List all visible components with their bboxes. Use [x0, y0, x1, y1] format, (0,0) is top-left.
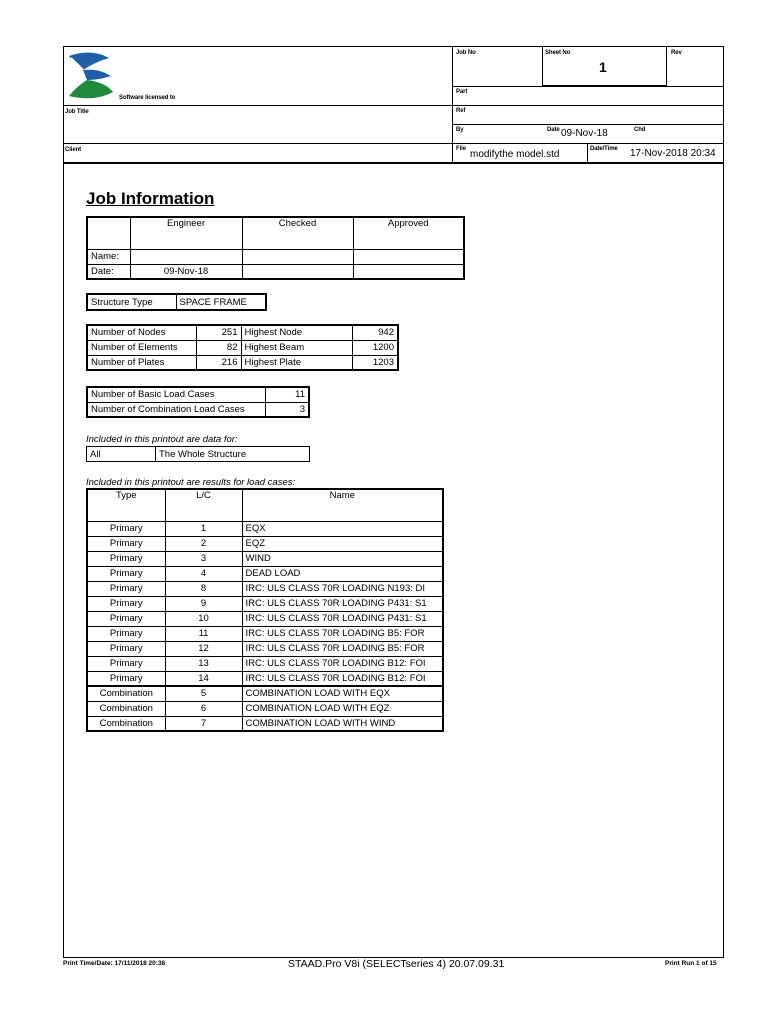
cell-lc: 9 — [165, 596, 242, 611]
date-row-label: Date: — [87, 264, 130, 279]
cell-type: Primary — [87, 521, 165, 536]
datetime-label: Date/Time — [590, 146, 618, 152]
cell-lc: 2 — [165, 536, 242, 551]
cell-name: DEAD LOAD — [242, 566, 443, 581]
licensed-label: Software licensed to — [119, 95, 176, 101]
part-label: Part — [456, 89, 468, 95]
table-row — [87, 716, 443, 731]
results-note: Included in this printout are results for load cases: — [86, 477, 296, 488]
file-label: File — [456, 146, 466, 152]
table-row — [87, 521, 443, 536]
counts-table — [86, 324, 399, 371]
cell-name: IRC: ULS CLASS 70R LOADING P431: S1 — [242, 611, 443, 626]
cell-lc: 12 — [165, 641, 242, 656]
cell-name: IRC: ULS CLASS 70R LOADING N193: DI — [242, 581, 443, 596]
cell-type: Primary — [87, 581, 165, 596]
cell-type: Combination — [87, 686, 165, 701]
cell-name: EQX — [242, 521, 443, 536]
table-row: Number of Basic Load Cases 11 — [87, 387, 309, 402]
rev-label: Rev — [671, 50, 682, 56]
cell-type: Primary — [87, 536, 165, 551]
table-row: Number of Plates 216 Highest Plate 1203 — [87, 355, 398, 370]
cell-lc: 6 — [165, 701, 242, 716]
footer-print-time: Print Time/Date: 17/11/2018 20:38 — [63, 960, 166, 967]
cell-name: IRC: ULS CLASS 70R LOADING B12: FOI — [242, 656, 443, 671]
table-row — [87, 611, 443, 626]
corner-cell — [87, 217, 130, 249]
cell-type: Primary — [87, 626, 165, 641]
printout-all: All — [87, 447, 156, 462]
cell-lc: 7 — [165, 716, 242, 731]
cell-lc: 5 — [165, 686, 242, 701]
ref-label: Ref — [456, 108, 466, 114]
table-row — [87, 596, 443, 611]
title-block — [63, 46, 724, 163]
footer-version: STAAD.Pro V8i (SELECTseries 4) 20.07.09.31 — [288, 958, 505, 970]
table-row — [87, 671, 443, 686]
results-table — [86, 488, 444, 732]
table-row — [87, 551, 443, 566]
cell-name: IRC: ULS CLASS 70R LOADING B12: FOI — [242, 671, 443, 686]
col-engineer: Engineer — [130, 217, 242, 249]
cell-lc: 4 — [165, 566, 242, 581]
cell-type: Primary — [87, 656, 165, 671]
cell-name: WIND — [242, 551, 443, 566]
cell-type: Primary — [87, 611, 165, 626]
table-row — [87, 626, 443, 641]
cell-lc: 1 — [165, 521, 242, 536]
cell-lc: 11 — [165, 626, 242, 641]
printout-table — [86, 446, 310, 462]
cell-lc: 10 — [165, 611, 242, 626]
col-lc: L/C — [165, 489, 242, 521]
sheet-no-label: Sheet No — [545, 50, 571, 56]
job-info-table — [86, 216, 465, 280]
cell-lc: 3 — [165, 551, 242, 566]
footer-print-run: Print Run 1 of 15 — [665, 960, 717, 967]
structure-type-value: SPACE FRAME — [176, 294, 266, 310]
date-value: 09-Nov-18 — [561, 128, 608, 139]
table-row — [87, 566, 443, 581]
cell-name: IRC: ULS CLASS 70R LOADING B5: FOR — [242, 641, 443, 656]
cell-type: Combination — [87, 716, 165, 731]
table-row: Number of Elements 82 Highest Beam 1200 — [87, 340, 398, 355]
job-title-label: Job Title — [65, 109, 89, 115]
table-row — [87, 701, 443, 716]
cell-name: IRC: ULS CLASS 70R LOADING B5: FOR — [242, 626, 443, 641]
col-type: Type — [87, 489, 165, 521]
col-approved: Approved — [353, 217, 464, 249]
name-label: Name: — [87, 249, 130, 264]
cell-name: COMBINATION LOAD WITH EQX — [242, 686, 443, 701]
sheet-no-value: 1 — [599, 59, 607, 75]
client-label: Client — [65, 147, 82, 153]
table-row — [87, 641, 443, 656]
printout-structure: The Whole Structure — [156, 447, 310, 462]
cell-type: Primary — [87, 566, 165, 581]
table-row: Number of Nodes 251 Highest Node 942 — [87, 325, 398, 340]
cell-name: EQZ — [242, 536, 443, 551]
cell-name: COMBINATION LOAD WITH EQZ — [242, 701, 443, 716]
cell-lc: 8 — [165, 581, 242, 596]
cell-name: IRC: ULS CLASS 70R LOADING P431: S1 — [242, 596, 443, 611]
cell-type: Primary — [87, 671, 165, 686]
load-counts-table — [86, 386, 310, 418]
printout-note: Included in this printout are data for: — [86, 434, 238, 445]
cell-type: Primary — [87, 551, 165, 566]
cell-type: Primary — [87, 596, 165, 611]
date-label: Date — [547, 127, 560, 133]
datetime-value: 17-Nov-2018 20:34 — [630, 148, 716, 159]
col-checked: Checked — [242, 217, 353, 249]
file-value: modifythe model.std — [470, 149, 560, 160]
engineer-date: 09-Nov-18 — [130, 264, 242, 279]
structure-type-label: Structure Type — [87, 294, 176, 310]
bentley-logo — [65, 50, 117, 100]
table-row — [87, 656, 443, 671]
table-row — [87, 536, 443, 551]
cell-type: Combination — [87, 701, 165, 716]
cell-lc: 14 — [165, 671, 242, 686]
chd-label: Chd — [634, 127, 646, 133]
structure-type-table — [86, 293, 267, 311]
by-label: By — [456, 127, 464, 133]
table-row — [87, 581, 443, 596]
table-row: Number of Combination Load Cases 3 — [87, 402, 309, 417]
cell-type: Primary — [87, 641, 165, 656]
cell-name: COMBINATION LOAD WITH WIND — [242, 716, 443, 731]
job-no-label: Job No — [456, 50, 476, 56]
page-title: Job Information — [86, 189, 215, 208]
cell-lc: 13 — [165, 656, 242, 671]
table-row — [87, 686, 443, 701]
col-name: Name — [242, 489, 443, 521]
